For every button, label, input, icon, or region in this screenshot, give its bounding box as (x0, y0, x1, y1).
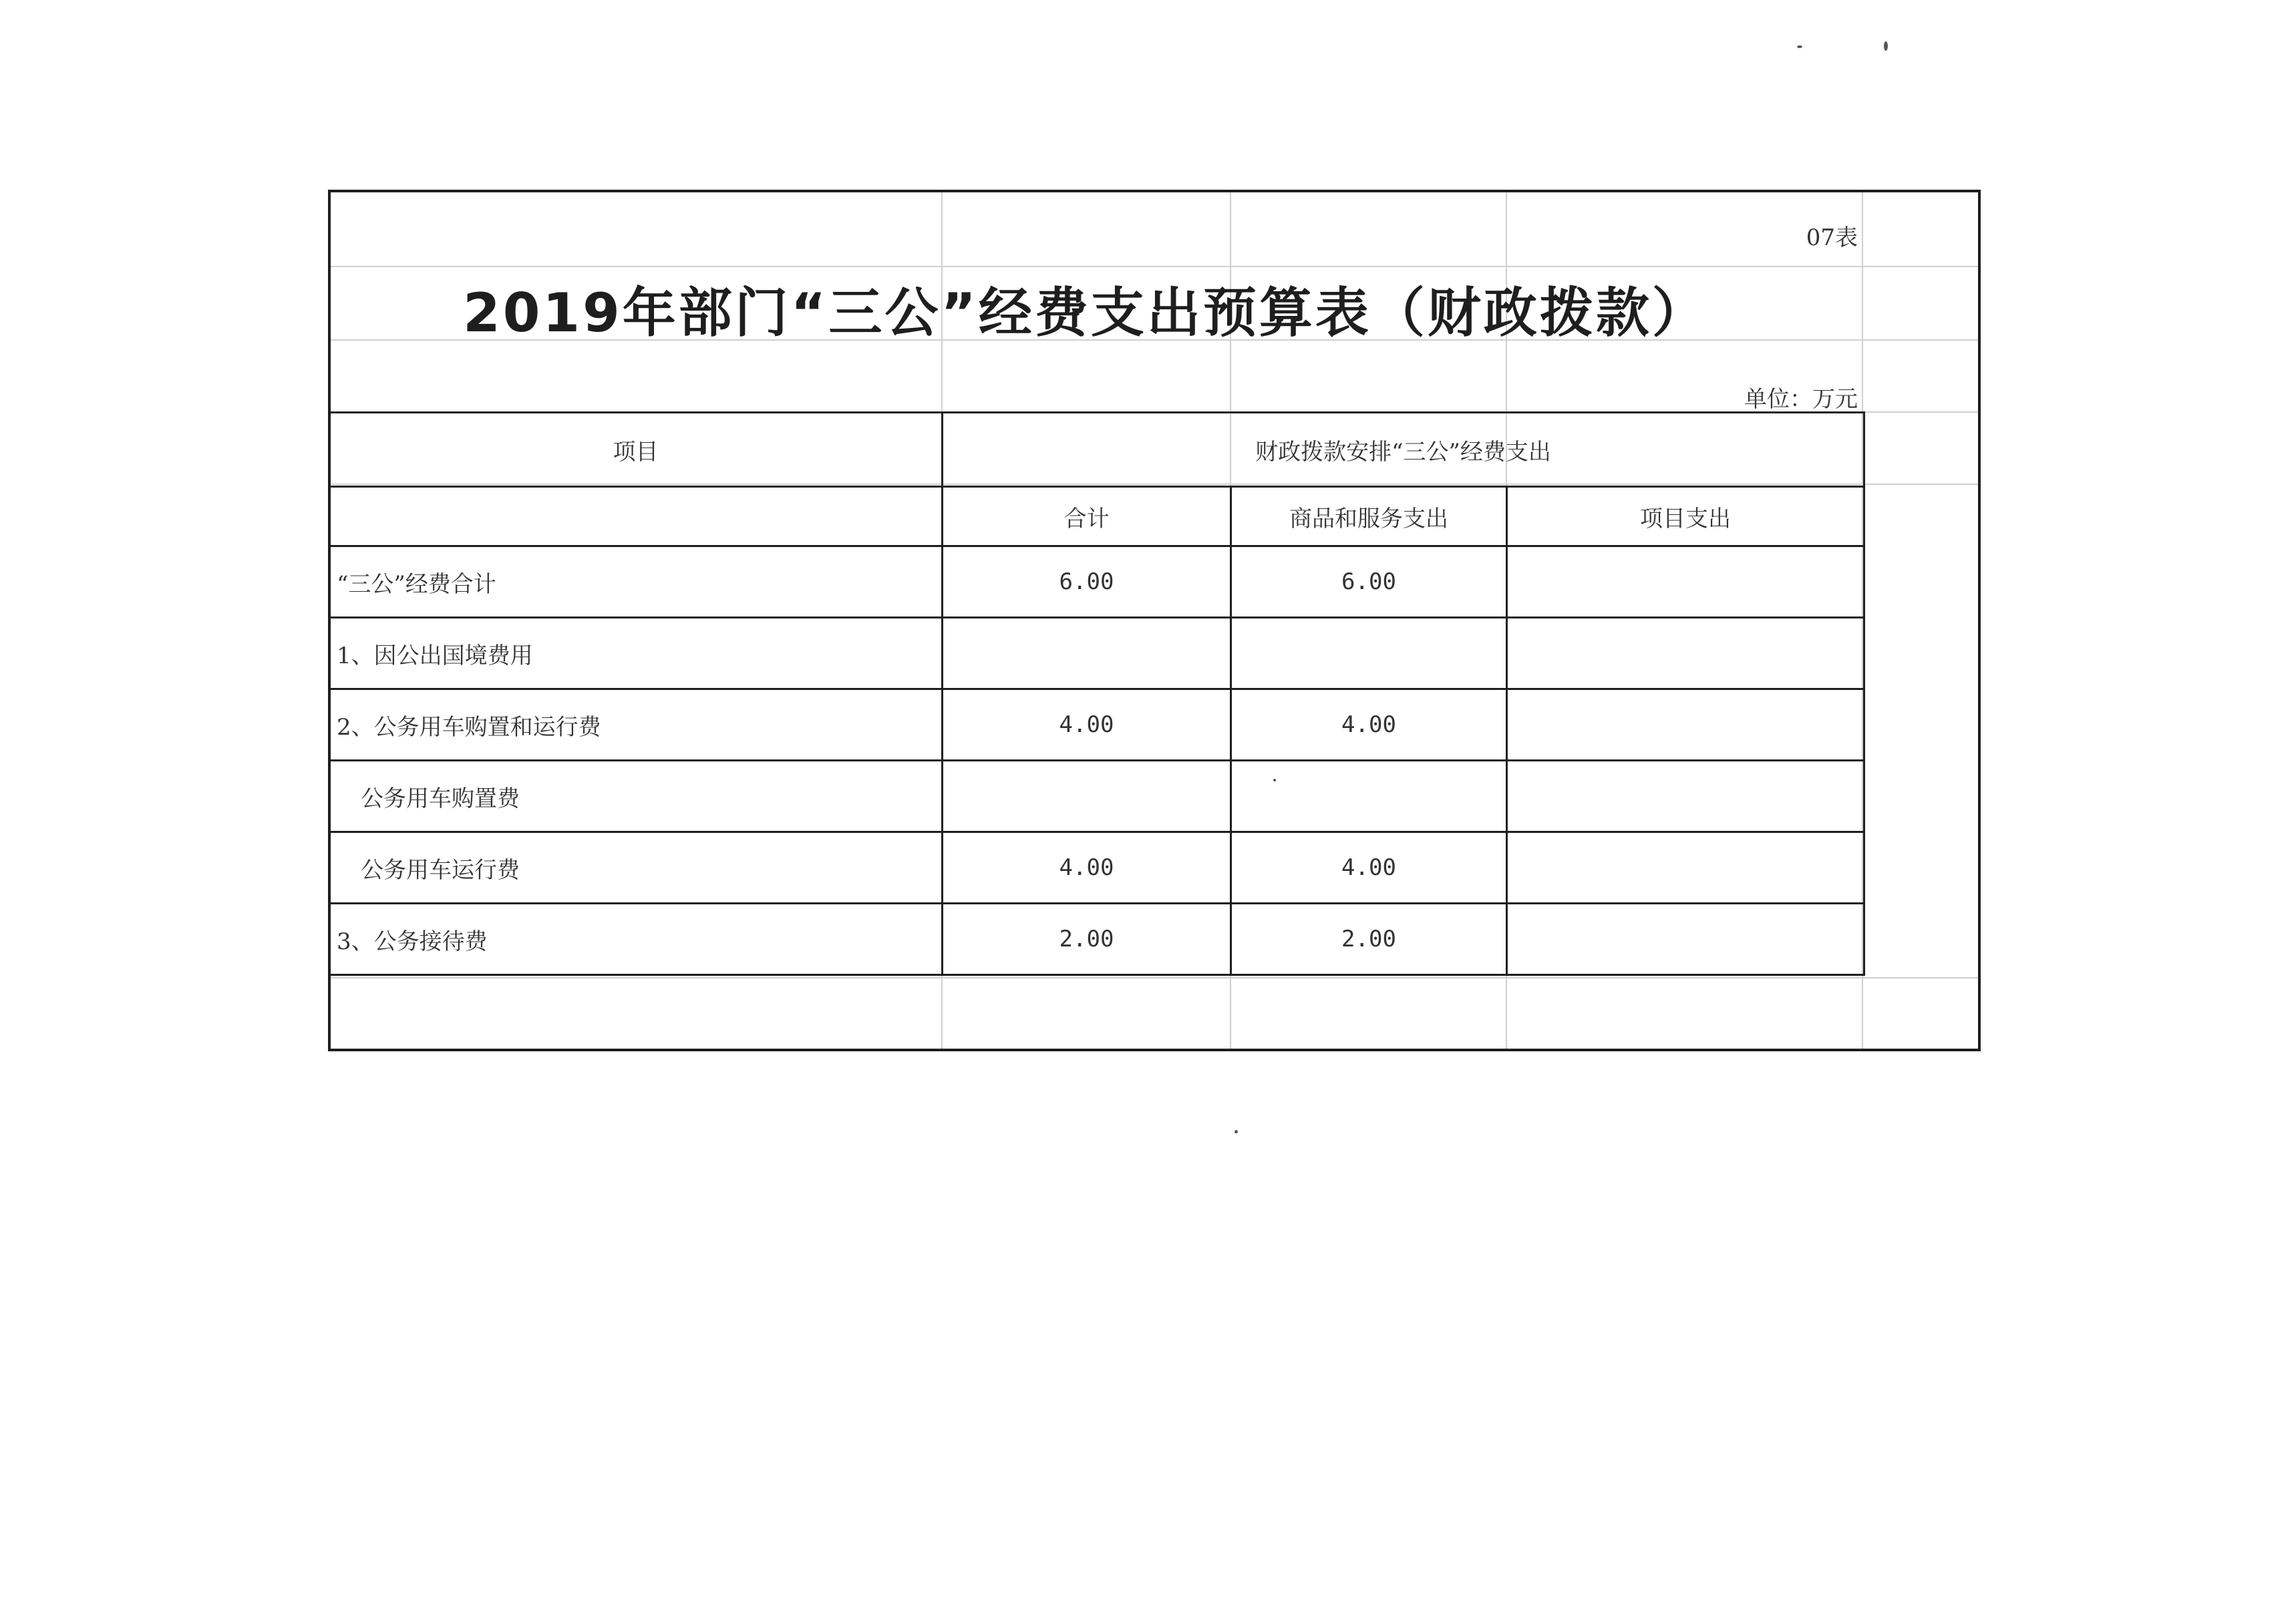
row-goods (1231, 761, 1507, 832)
row-label: 公务用车运行费 (329, 832, 943, 904)
row-project (1507, 904, 1864, 975)
page-title: 2019年部门“三公”经费支出预算表（财政拨款） (463, 282, 1708, 344)
row-label: 2、公务用车购置和运行费 (329, 689, 943, 761)
header-item: 项目 (329, 413, 943, 487)
scan-speck (1273, 779, 1276, 781)
unit-label: 单位：万元 (1744, 386, 1858, 413)
table-row (329, 689, 1864, 761)
scan-speck (1884, 41, 1888, 51)
row-project (1507, 618, 1864, 689)
subheader-row (329, 487, 1864, 546)
subheader-goods: 商品和服务支出 (1231, 487, 1507, 546)
row-goods: 2.00 (1231, 904, 1507, 975)
row-total (943, 761, 1231, 832)
row-project (1507, 761, 1864, 832)
subheader-empty (329, 487, 943, 546)
sheet-number: 07表 (1806, 224, 1858, 251)
gridline (331, 977, 1978, 978)
subheader-project: 项目支出 (1507, 487, 1864, 546)
row-label: “三公”经费合计 (329, 546, 943, 618)
row-label: 1、因公出国境费用 (329, 618, 943, 689)
row-goods: 6.00 (1231, 546, 1507, 618)
header-row (329, 413, 1864, 487)
gridline (331, 266, 1978, 267)
budget-sheet (328, 190, 1981, 1051)
scan-speck (1235, 1130, 1238, 1133)
table-row (329, 904, 1864, 975)
row-goods: 4.00 (1231, 832, 1507, 904)
budget-table (328, 411, 1865, 976)
row-label: 3、公务接待费 (329, 904, 943, 975)
table-row (329, 761, 1864, 832)
row-project (1507, 689, 1864, 761)
row-goods: 4.00 (1231, 689, 1507, 761)
table-row (329, 618, 1864, 689)
header-group: 财政拨款安排“三公”经费支出 (943, 413, 1864, 487)
scan-speck (1797, 45, 1802, 48)
table-row (329, 832, 1864, 904)
table-row (329, 546, 1864, 618)
row-total: 6.00 (943, 546, 1231, 618)
row-total: 2.00 (943, 904, 1231, 975)
row-total (943, 618, 1231, 689)
subheader-total: 合计 (943, 487, 1231, 546)
row-label: 公务用车购置费 (329, 761, 943, 832)
row-total: 4.00 (943, 689, 1231, 761)
row-goods (1231, 618, 1507, 689)
row-project (1507, 546, 1864, 618)
row-project (1507, 832, 1864, 904)
row-total: 4.00 (943, 832, 1231, 904)
